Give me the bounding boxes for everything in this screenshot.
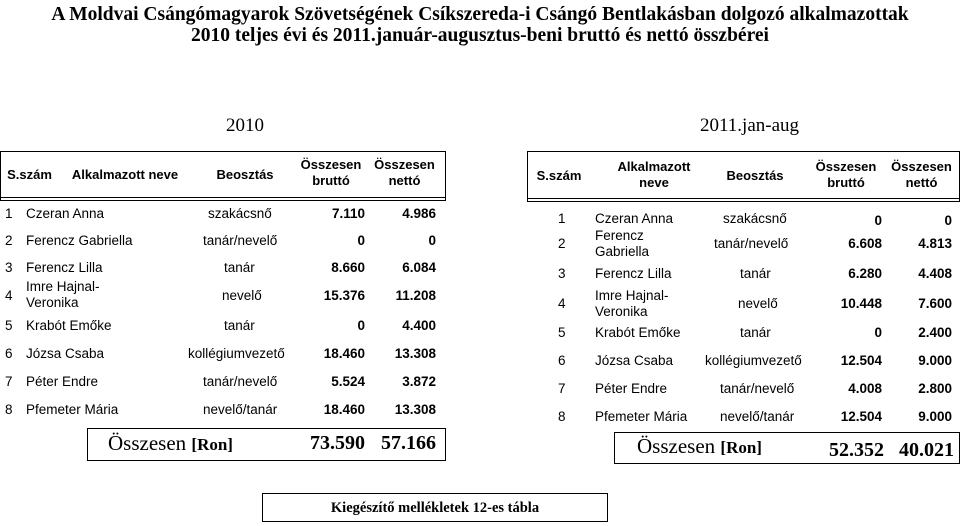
row-serial: 5 [5,318,13,333]
row-gross: 15.376 [323,288,365,303]
footer-annex-label: Kiegészítő mellékletek 12-es tábla [262,493,608,522]
row-employee-name: Péter Endre [595,381,668,396]
table-border [527,198,960,199]
row-net: 7.600 [918,296,952,311]
row-net: 4.813 [918,236,952,251]
row-position: tanár/nevelő [714,236,789,251]
table-border [527,151,528,202]
row-employee-name: Czeran Anna [595,211,674,226]
row-position: kollégiumvezető [188,346,285,361]
total-border [614,432,960,433]
header-employee-name: Alkalmazott neve [71,167,179,182]
row-position: tanár/nevelő [203,374,278,389]
table-border [0,151,445,152]
header-gross-total: Összesen bruttó [300,157,362,188]
row-employee-name: Péter Endre [26,374,99,389]
row-position: tanár [224,260,255,275]
row-serial: 3 [558,266,566,281]
total-border [87,428,88,461]
row-employee-name: Ferencz Lilla [26,260,103,275]
row-serial: 8 [5,402,13,417]
total-label-text: Összesen [637,434,716,458]
row-net: 9.000 [918,353,952,368]
row-employee-name: Ferencz Lilla [595,266,672,281]
row-gross: 0 [357,318,365,333]
row-net: 11.208 [395,288,436,303]
row-position: szakácsnő [723,211,787,226]
row-gross: 4.008 [848,381,882,396]
row-position: nevelő [738,296,778,311]
total-border [445,428,446,461]
row-gross: 18.460 [323,346,365,361]
row-employee-name: Pfemeter Mária [595,409,688,424]
row-gross: 10.448 [840,296,882,311]
row-serial: 1 [5,206,13,221]
row-net: 4.408 [918,266,952,281]
header-gross-total: Összesen bruttó [815,159,877,190]
row-serial: 7 [5,374,13,389]
table-border [0,197,445,198]
document-title-line2: 2010 teljes évi és 2011.január-augusztus-beni bruttó és nettó összbérei [191,25,769,46]
row-employee-name: Ferencz Gabriella [26,233,133,248]
row-net: 2.800 [918,381,952,396]
row-position: szakácsnő [208,206,272,221]
row-net: 4.986 [402,206,436,221]
row-serial: 2 [558,236,566,251]
period-label-2010: 2010 [226,115,264,136]
row-position: tanár/nevelő [720,381,795,396]
row-serial: 1 [558,211,566,226]
row-employee-name: Józsa Csaba [595,353,674,368]
document-title-line1: A Moldvai Csángómagyarok Szövetségének Csíkszereda-i Csángó Bentlakásban dolgozó alkalmazottak [51,4,909,25]
header-position: Beosztás [726,168,784,183]
row-serial: 4 [5,288,13,303]
table-border [0,151,1,201]
total-unit: [Ron] [720,438,762,457]
table-border [0,200,445,201]
row-net: 0 [428,233,436,248]
total-unit: [Ron] [191,435,233,454]
row-position: kollégiumvezető [705,353,802,368]
row-net: 13.308 [394,402,436,417]
header-position: Beosztás [216,167,274,182]
row-serial: 6 [5,346,13,361]
row-serial: 2 [5,233,13,248]
row-employee-name: Imre Hajnal- Veronika [595,288,669,319]
row-position: tanár [224,318,255,333]
table-border [445,151,446,201]
header-serial: S.szám [536,168,582,183]
row-gross: 6.608 [848,236,882,251]
row-gross: 18.460 [323,402,365,417]
period-label-2011: 2011.jan-aug [700,115,800,136]
row-gross: 12.504 [840,409,882,424]
total-net: 57.166 [381,432,436,454]
row-employee-name: Pfemeter Mária [26,402,119,417]
row-gross: 0 [874,325,882,340]
row-employee-name: Ferencz Gabriella [595,228,650,259]
row-serial: 8 [558,409,566,424]
total-gross: 73.590 [310,432,365,454]
row-serial: 3 [5,260,13,275]
total-border [87,428,445,429]
row-net: 13.308 [394,346,436,361]
row-gross: 5.524 [331,374,365,389]
row-net: 6.084 [402,260,436,275]
row-gross: 12.504 [840,353,882,368]
row-position: tanár/nevelő [203,233,278,248]
row-net: 2.400 [918,325,952,340]
row-serial: 5 [558,325,566,340]
row-gross: 0 [874,213,882,228]
total-label [637,434,762,460]
row-net: 3.872 [402,374,436,389]
row-serial: 7 [558,381,566,396]
total-label [108,431,233,457]
row-position: nevelő/tanár [203,402,278,417]
row-employee-name: Imre Hajnal- Veronika [26,279,100,310]
row-position: nevelő/tanár [720,409,795,424]
row-position: nevelő [222,288,262,303]
header-serial: S.szám [7,167,52,182]
total-label-text: Összesen [108,431,187,455]
row-net: 9.000 [918,409,952,424]
row-serial: 4 [558,296,566,311]
row-position: tanár [740,325,771,340]
total-border [614,432,615,464]
header-net-total: Összesen nettó [374,157,435,188]
row-net: 4.400 [402,318,436,333]
total-border [614,463,960,464]
row-serial: 6 [558,353,566,368]
row-employee-name: Józsa Csaba [26,346,105,361]
row-employee-name: Czeran Anna [26,206,105,221]
row-employee-name: Krabót Emőke [26,318,112,333]
table-border [527,151,960,152]
header-net-total: Összesen nettó [891,159,952,190]
row-gross: 7.110 [331,206,365,221]
table-border [527,201,960,202]
total-border [87,460,445,461]
total-gross: 52.352 [829,439,884,461]
row-gross: 8.660 [331,260,365,275]
row-gross: 0 [357,233,365,248]
row-employee-name: Krabót Emőke [595,325,681,340]
row-net: 0 [944,213,952,228]
header-employee-name: Alkalmazott neve [617,159,691,190]
row-gross: 6.280 [848,266,882,281]
total-net: 40.021 [899,439,954,461]
row-position: tanár [740,266,771,281]
